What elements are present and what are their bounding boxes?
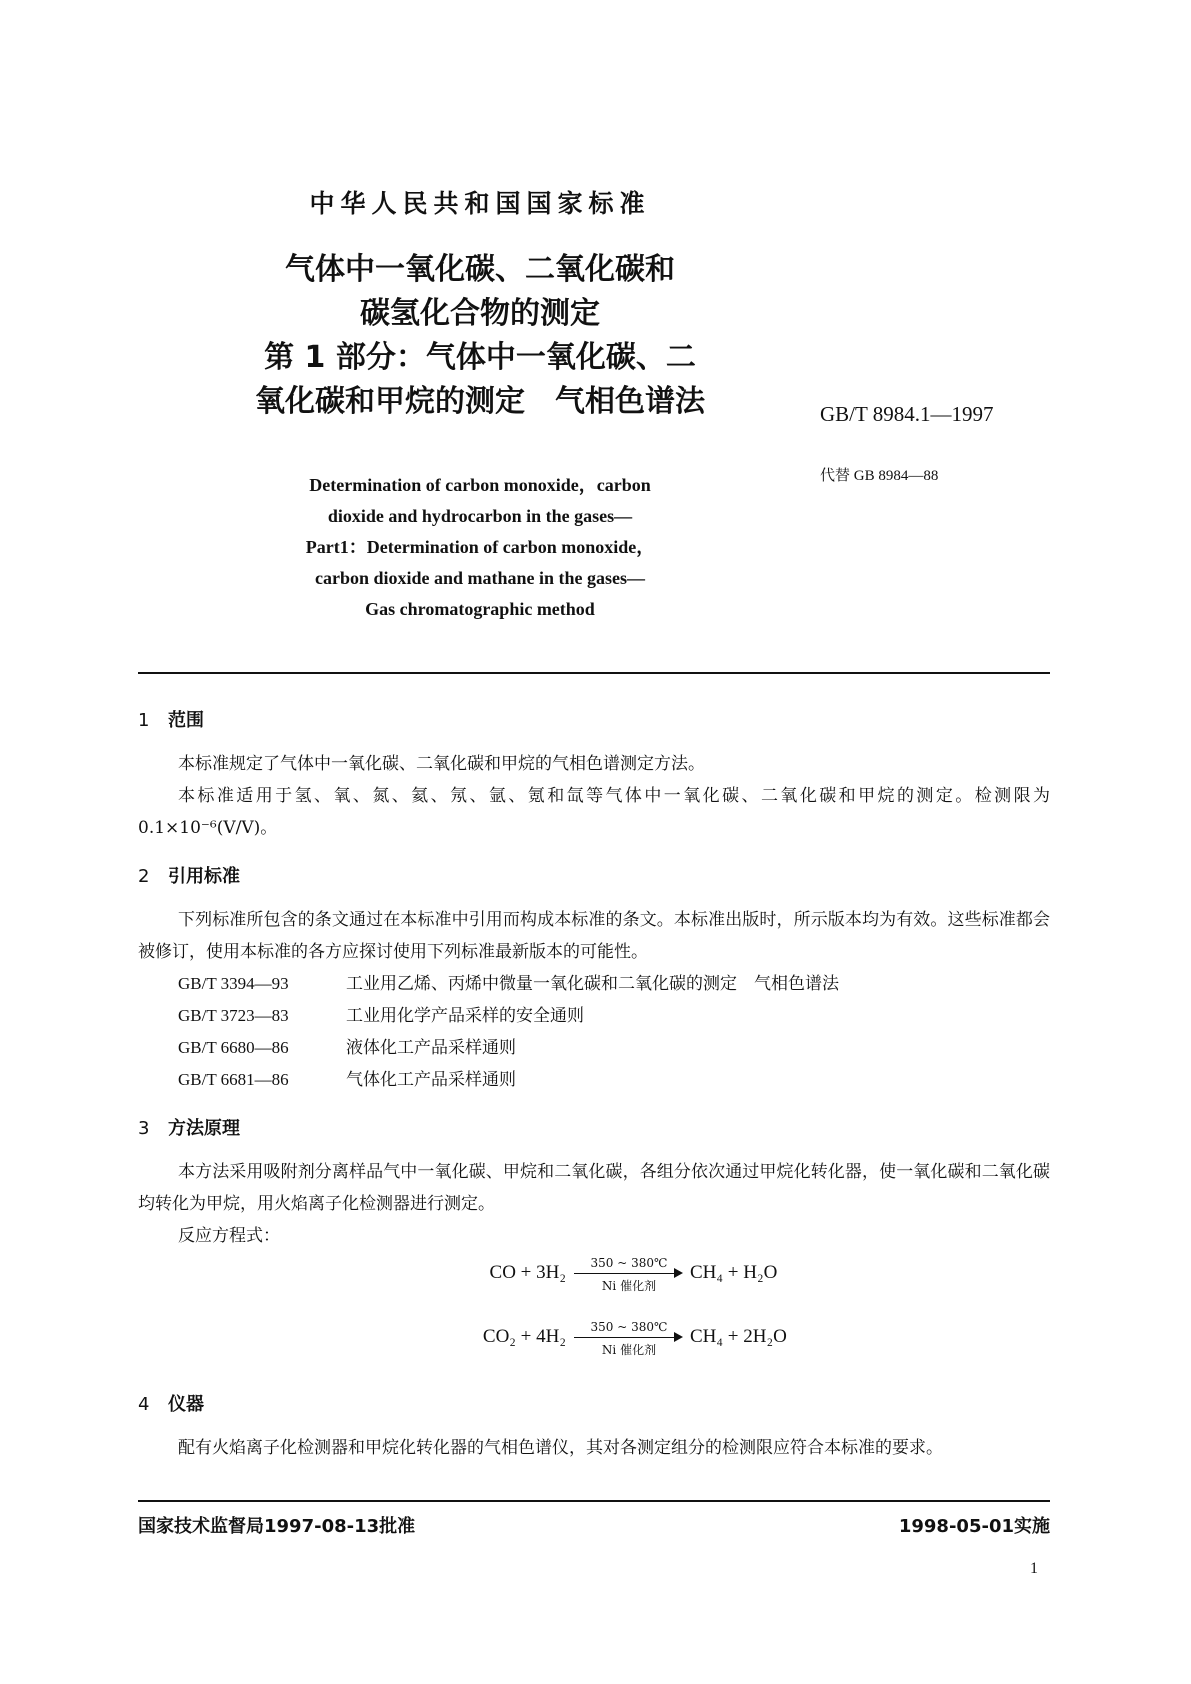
reference-title: 液体化工产品采样通则: [346, 1038, 516, 1058]
equation-2-left: CO₂ + 4H₂: [482, 1326, 566, 1347]
title-en-line3: Part1：Determination of carbon monoxide，: [305, 537, 655, 557]
reference-code: GB/T 3394—93: [178, 974, 289, 993]
reference-code: GB/T 6681—86: [178, 1070, 289, 1089]
equation-2-catalyst: Ni 催化剂: [601, 1343, 657, 1357]
title-zh-line1: 气体中一氧化碳、二氧化碳和: [285, 252, 675, 287]
title-en-line2: dioxide and hydrocarbon in the gases—: [327, 506, 633, 526]
effective-date: 1998-05-01实施: [898, 1516, 1050, 1537]
title-en-line5: Gas chromatographic method: [365, 599, 595, 619]
arrow-line: [574, 1273, 678, 1274]
title-en-line1: Determination of carbon monoxide，carbon: [309, 475, 651, 495]
section-1-number: 1: [138, 710, 150, 731]
reference-title: 气体化工产品采样通则: [346, 1070, 516, 1090]
section-3-paragraph-1: 本方法采用吸附剂分离样品气中一氧化碳、甲烷和二氧化碳，各组分依次通过甲烷化转化器，使一氧化碳和二氧化碳均转化为甲烷，用火焰离子化检测器进行测定。: [138, 1162, 1050, 1214]
equation-1-left: CO + 3H₂: [489, 1262, 566, 1283]
national-standard-header: 中华人民共和国国家标准: [309, 189, 651, 218]
equation-1-condition: 350 ~ 380℃: [590, 1256, 668, 1270]
equation-2-right: CH₄ + 2H₂O: [690, 1326, 787, 1347]
section-1-paragraph-2: 本标准适用于氢、氧、氮、氦、氖、氩、氪和氙等气体中一氧化碳、二氧化碳和甲烷的测定。检测限为 0.1×10⁻⁶(V/V)。: [138, 786, 1050, 838]
equation-2-arrow: [574, 1320, 684, 1360]
section-2-paragraph-1: 下列标准所包含的条文通过在本标准中引用而构成本标准的条文。本标准出版时，所示版本均为有效。这些标准都会被修订，使用本标准的各方应探讨使用下列标准最新版本的可能性。: [138, 910, 1050, 962]
equation-1-arrow: [574, 1256, 684, 1296]
reference-row: [178, 968, 839, 1000]
title-en-line4: carbon dioxide and mathane in the gases—: [314, 568, 646, 588]
reference-title: 工业用乙烯、丙烯中微量一氧化碳和二氧化碳的测定 气相色谱法: [346, 974, 839, 994]
approval-date: 国家技术监督局1997-08-13批准: [138, 1516, 416, 1537]
section-4-title: 仪器: [168, 1394, 204, 1415]
equation-1-catalyst: Ni 催化剂: [601, 1279, 657, 1293]
section-2-title: 引用标准: [168, 866, 240, 887]
title-zh-line4: 氧化碳和甲烷的测定 气相色谱法: [255, 384, 705, 419]
reference-row: [178, 1000, 584, 1032]
reference-code: GB/T 3723—83: [178, 1006, 289, 1025]
title-zh-line2: 碳氢化合物的测定: [360, 296, 600, 331]
title-zh-line3: 第 1 部分：气体中一氧化碳、二: [264, 340, 696, 375]
section-1-paragraph-1: 本标准规定了气体中一氧化碳、二氧化碳和甲烷的气相色谱测定方法。: [178, 754, 705, 774]
section-3-paragraph-2: 反应方程式：: [178, 1226, 280, 1246]
bottom-rule: [138, 1500, 1050, 1502]
equation-2-condition: 350 ~ 380℃: [590, 1320, 668, 1334]
top-rule: [138, 672, 1050, 674]
page-number: 1: [1030, 1560, 1038, 1577]
section-2-number: 2: [138, 866, 150, 887]
equation-1-right: CH₄ + H₂O: [690, 1262, 778, 1283]
replaces-note: 代替 GB 8984—88: [820, 468, 939, 484]
reference-title: 工业用化学产品采样的安全通则: [346, 1006, 584, 1026]
section-3-number: 3: [138, 1118, 150, 1139]
reference-row: [178, 1032, 516, 1064]
section-4-heading: [138, 1390, 204, 1416]
reference-code: GB/T 6680—86: [178, 1038, 289, 1057]
section-3-heading: [138, 1114, 240, 1140]
reference-row: [178, 1064, 516, 1096]
section-1-heading: [138, 706, 204, 732]
arrow-line: [574, 1337, 678, 1338]
standard-code: GB/T 8984.1—1997: [820, 402, 994, 426]
section-4-number: 4: [138, 1394, 150, 1415]
section-3-title: 方法原理: [168, 1118, 240, 1139]
section-2-heading: [138, 862, 240, 888]
section-1-title: 范围: [168, 710, 204, 731]
section-4-paragraph-1: 配有火焰离子化检测器和甲烷化转化器的气相色谱仪，其对各测定组分的检测限应符合本标准的要求。: [178, 1438, 943, 1458]
